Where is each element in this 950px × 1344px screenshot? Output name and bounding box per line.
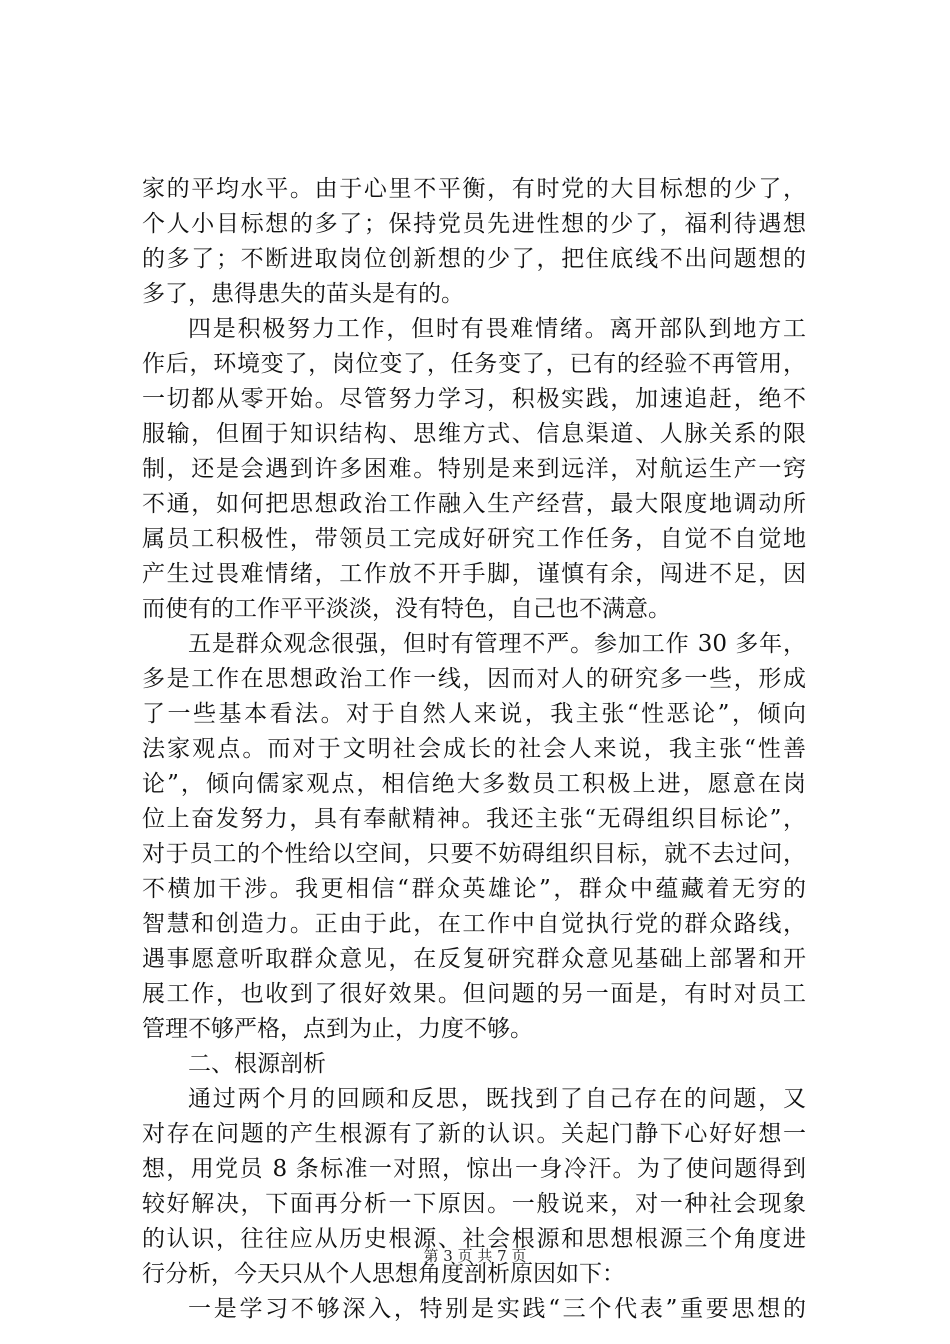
text-line: 对存在问题的产生根源有了新的认识。关起门静下心好好想一 xyxy=(142,1121,806,1147)
text-line: 想，用党员 8 条标准一对照，惊出一身冷汗。为了使问题得到 xyxy=(142,1156,806,1182)
text-line: 五是群众观念很强，但时有管理不严。参加工作 30 多年， xyxy=(188,631,806,657)
text-line: 不横加干涉。我更相信“群众英雄论”，群众中蕴藏着无穷的 xyxy=(142,876,806,902)
text-line: 论”，倾向儒家观点，相信绝大多数员工积极上进，愿意在岗 xyxy=(142,771,806,797)
text-line: 作后，环境变了，岗位变了，任务变了，已有的经验不再管用， xyxy=(142,351,806,377)
text-line: 多了，患得患失的苗头是有的。 xyxy=(142,281,464,307)
text-line: 四是积极努力工作，但时有畏难情绪。离开部队到地方工 xyxy=(188,316,806,342)
text-line: 的认识，往往应从历史根源、社会根源和思想根源三个角度进 xyxy=(142,1226,806,1252)
text-line: 展工作，也收到了很好效果。但问题的另一面是，有时对员工 xyxy=(142,981,806,1007)
text-line: 服输，但囿于知识结构、思维方式、信息渠道、人脉关系的限 xyxy=(142,421,806,447)
text-line: 法家观点。而对于文明社会成长的社会人来说，我主张“性善 xyxy=(142,736,806,762)
text-line: 一切都从零开始。尽管努力学习，积极实践，加速追赶，绝不 xyxy=(142,386,806,412)
text-line: 位上奋发努力，具有奉献精神。我还主张“无碍组织目标论”， xyxy=(142,806,806,832)
text-line: 产生过畏难情绪，工作放不开手脚，谨慎有余，闯进不足，因 xyxy=(142,561,806,587)
text-line: 的多了；不断进取岗位创新想的少了，把住底线不出问题想的 xyxy=(142,246,806,272)
text-line: 较好解决，下面再分析一下原因。一般说来，对一种社会现象 xyxy=(142,1191,806,1217)
text-line: 智慧和创造力。正由于此，在工作中自觉执行党的群众路线， xyxy=(142,911,806,937)
text-line: 了一些基本看法。对于自然人来说，我主张“性恶论”，倾向 xyxy=(142,701,806,727)
text-line: 行分析，今天只从个人思想角度剖析原因如下： xyxy=(142,1261,625,1287)
text-line: 对于员工的个性给以空间，只要不妨碍组织目标，就不去过问， xyxy=(142,841,806,867)
document-body xyxy=(142,172,806,1327)
text-line: 二、根源剖析 xyxy=(188,1051,326,1077)
text-line: 多是工作在思想政治工作一线，因而对人的研究多一些，形成 xyxy=(142,666,806,692)
text-line: 遇事愿意听取群众意见，在反复研究群众意见基础上部署和开 xyxy=(142,946,806,972)
text-line: 个人小目标想的多了；保持党员先进性想的少了，福利待遇想 xyxy=(142,211,806,237)
text-line: 属员工积极性，带领员工完成好研究工作任务，自觉不自觉地 xyxy=(142,526,806,552)
text-line: 家的平均水平。由于心里不平衡，有时党的大目标想的少了， xyxy=(142,176,806,202)
text-line: 不通，如何把思想政治工作融入生产经营，最大限度地调动所 xyxy=(142,491,806,517)
text-line: 而使有的工作平平淡淡，没有特色，自己也不满意。 xyxy=(142,596,671,622)
text-line: 管理不够严格，点到为止，力度不够。 xyxy=(142,1016,533,1042)
page-footer: 第 3 页 共 7 页 xyxy=(423,1247,527,1265)
text-line: 一是学习不够深入，特别是实践“三个代表”重要思想的 xyxy=(188,1296,806,1322)
text-line: 制，还是会遇到许多困难。特别是来到远洋，对航运生产一窍 xyxy=(142,456,806,482)
text-line: 通过两个月的回顾和反思，既找到了自己存在的问题，又 xyxy=(188,1086,806,1112)
